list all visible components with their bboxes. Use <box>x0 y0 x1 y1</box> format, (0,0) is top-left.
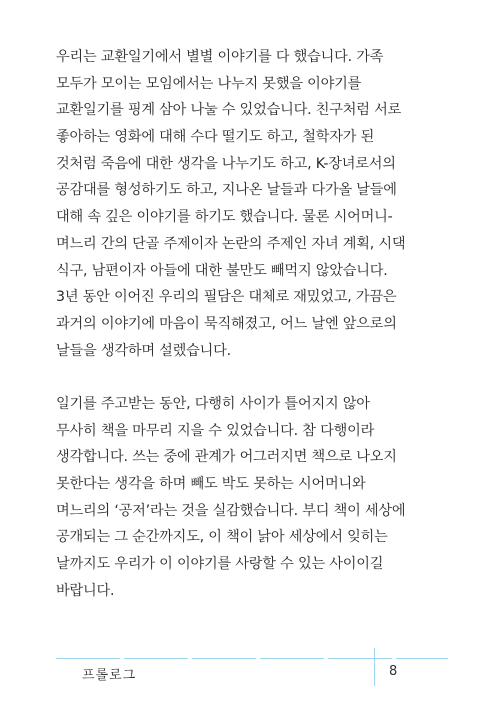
page-footer <box>56 648 448 688</box>
text-line: 바랍니다. <box>56 582 115 599</box>
text-line: 교환일기를 핑계 삼아 나눌 수 있었습니다. 친구처럼 서로 <box>56 102 402 119</box>
text-line: 며느리 간의 단골 주제이자 논란의 주제인 자녀 계획, 시댁 <box>56 235 406 252</box>
paragraph-1 <box>56 44 448 364</box>
text-line: 과거의 이야기에 마음이 묵직해졌고, 어느 날엔 앞으로의 <box>56 315 397 332</box>
footer-rule-segment <box>192 658 256 659</box>
text-line: 모두가 모이는 모임에서는 나누지 못했을 이야기를 <box>56 75 362 92</box>
text-line: 날들을 생각하며 설렜습니다. <box>56 342 231 359</box>
footer-rule-segment <box>328 658 392 659</box>
footer-rule-segment <box>260 658 324 659</box>
text-line: 대해 속 깊은 이야기를 하기도 했습니다. 물론 시어머니- <box>56 209 393 226</box>
text-line: 못한다는 생각을 하며 빼도 박도 못하는 시어머니와 <box>56 476 366 492</box>
footer-rule-segment <box>396 658 448 659</box>
text-line: 식구, 남편이자 아들에 대한 불만도 빼먹지 않았습니다. <box>56 262 388 279</box>
text-line: 우리는 교환일기에서 별별 이야기를 다 했습니다. 가족 <box>56 49 384 65</box>
footer-rule-segment <box>124 658 188 659</box>
text-line: 날까지도 우리가 이 이야기를 사랑할 수 있는 사이이길 <box>56 556 384 573</box>
text-line: 좋아하는 영화에 대해 수다 떨기도 하고, 철학자가 된 <box>56 129 375 146</box>
paragraph-gap <box>56 364 448 391</box>
text-line: 공감대를 형성하기도 하고, 지나온 날들과 다가올 날들에 <box>56 182 397 199</box>
text-line: 생각합니다. 쓰는 중에 관계가 어그러지면 책으로 나오지 <box>56 449 397 466</box>
text-line: 공개되는 그 순간까지도, 이 책이 낡아 세상에서 잊히는 <box>56 529 388 546</box>
text-line: 3년 동안 이어진 우리의 필담은 대체로 재밌었고, 가끔은 <box>56 289 397 306</box>
text-line: 며느리의 ‘공저’라는 것을 실감했습니다. 부디 책이 세상에 <box>56 502 406 519</box>
paragraph-2 <box>56 391 448 605</box>
text-line: 무사히 책을 마무리 지을 수 있었습니다. 참 다행이라 <box>56 422 375 439</box>
text-line: 것처럼 죽음에 대한 생각을 나누기도 하고, K-장녀로서의 <box>56 155 396 172</box>
page-number: 8 <box>389 664 398 679</box>
text-line: 일기를 주고받는 동안, 다행히 사이가 틀어지지 않아 <box>56 395 370 412</box>
section-label: 프롤로그 <box>82 668 137 683</box>
footer-divider <box>374 648 375 686</box>
page-body <box>56 44 448 604</box>
footer-rule-segment <box>56 658 120 659</box>
